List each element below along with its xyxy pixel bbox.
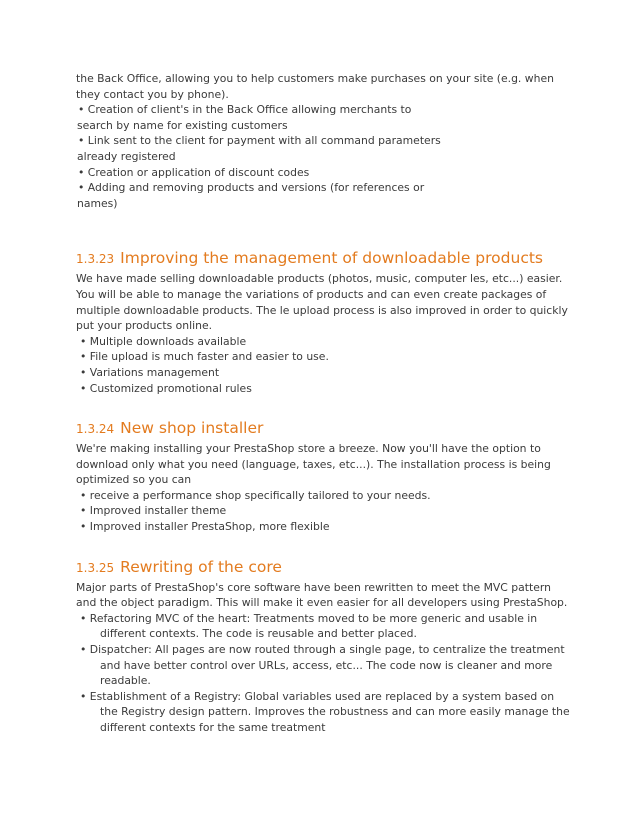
paragraph-line: We have made selling downloadable products (photos, music, computer les, etc...) easier. [76, 272, 563, 286]
bullet-item: • Link sent to the client for payment with all command parameters [78, 134, 441, 148]
paragraph-line: You will be able to manage the variations of products and can even create packages of [76, 287, 547, 301]
intro-line: they contact you by phone). [76, 87, 229, 101]
bullet-item: • Adding and removing products and versions (for references or [78, 181, 425, 195]
paragraph-line: optimized so you can [76, 473, 192, 487]
bullet-continuation: and have better control over URLs, access, etc... The code now is cleaner and more [100, 658, 553, 672]
bullet-item: • Variations management [80, 365, 220, 379]
bullet-continuation: different contexts. The code is reusable and better placed. [100, 627, 417, 641]
section-title: Rewriting of the core [120, 557, 282, 576]
section-number: 1.3.25 [76, 560, 115, 575]
bullet-item: • Dispatcher: All pages are now routed through a single page, to centralize the treatment [80, 643, 565, 657]
intro-block [76, 71, 554, 211]
bullet-continuation: already registered [77, 149, 176, 163]
bullet-item: • Improved installer theme [80, 504, 227, 518]
section-heading [76, 419, 546, 441]
bullet-continuation: search by name for existing customers [77, 118, 288, 132]
section-shop-installer [76, 419, 551, 535]
section-title: New shop installer [120, 419, 264, 438]
paragraph-line: put your products online. [76, 319, 213, 333]
bullet-item: • receive a performance shop specifically tailored to your needs. [80, 488, 431, 502]
intro-bullet-list [76, 102, 546, 211]
section-number: 1.3.24 [76, 422, 115, 437]
intro-line: the Back Office, allowing you to help customers make purchases on your site (e.g. when [76, 72, 554, 85]
bullet-item: • Establishment of a Registry: Global variables used are replaced by a system based on [80, 689, 555, 703]
bullet-continuation: names) [77, 196, 118, 210]
section-heading [76, 249, 546, 271]
bullet-item: • Creation or application of discount codes [78, 165, 310, 179]
bullet-continuation: different contexts for the same treatment [100, 721, 326, 734]
bullet-continuation: the Registry design pattern. Improves the robustness and can more easily manage the [100, 705, 570, 719]
bullet-item: • Improved installer PrestaShop, more flexible [80, 520, 330, 534]
section-number: 1.3.23 [76, 252, 115, 267]
bullet-item: • Multiple downloads available [80, 334, 247, 348]
section-rewriting-core [76, 557, 570, 736]
section-downloadable-products [76, 249, 568, 396]
paragraph-line: multiple downloadable products. The le upload process is also improved in order to quickly [76, 303, 568, 317]
paragraph-line: and the object paradigm. This will make it even easier for all developers using PrestaShop. [76, 596, 568, 610]
document-page [76, 71, 570, 736]
bullet-continuation: readable. [100, 674, 151, 688]
paragraph-line: We're making installing your PrestaShop store a breeze. Now you'll have the option to [76, 442, 541, 456]
bullet-item: • Refactoring MVC of the heart: Treatments moved to be more generic and usable in [80, 611, 538, 625]
section-title: Improving the management of downloadable products [120, 249, 544, 268]
paragraph-line: download only what you need (language, taxes, etc...). The installation process is being [76, 457, 551, 471]
bullet-item: • Customized promotional rules [80, 381, 252, 395]
section-heading [76, 558, 546, 580]
paragraph-line: Major parts of PrestaShop's core software have been rewritten to meet the MVC pattern [76, 580, 551, 594]
bullet-item: • Creation of client's in the Back Office allowing merchants to [78, 103, 412, 117]
bullet-item: • File upload is much faster and easier to use. [80, 350, 329, 364]
